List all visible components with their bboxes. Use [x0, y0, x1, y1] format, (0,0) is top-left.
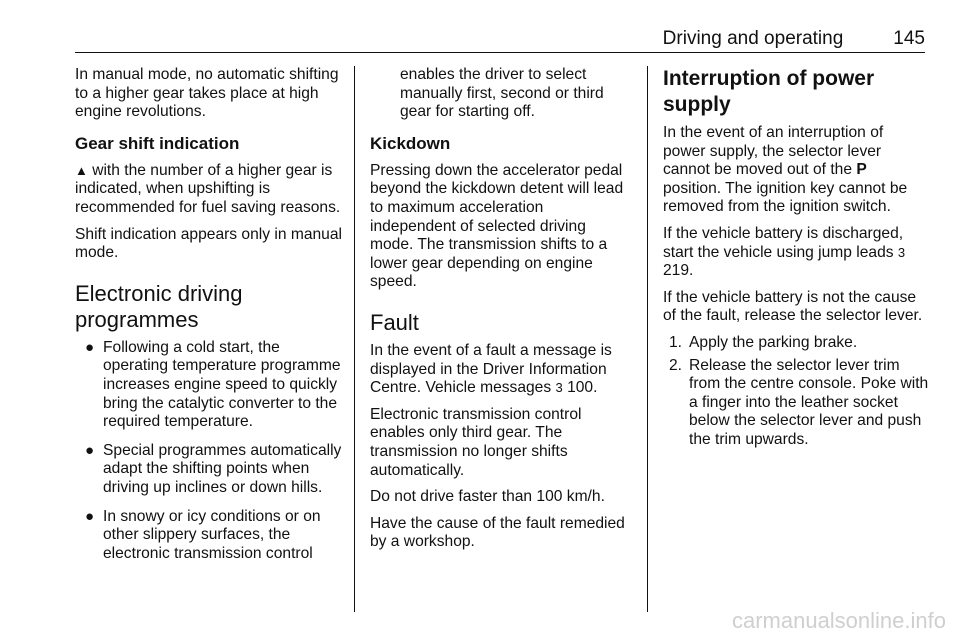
- edp-heading: Electronic driving programmes: [75, 280, 243, 332]
- column-2: [370, 66, 632, 560]
- fault-paragraph-2: Electronic transmission control enables only third gear. The transmission no longer shifts automatically.: [370, 405, 582, 479]
- column-1: [75, 66, 345, 573]
- fault-text: In the event of a fault a message is displayed in the Driver Information Centre. Vehicle messages: [370, 341, 612, 397]
- fault-paragraph-4: Have the cause of the fault remedied by a workshop.: [370, 514, 625, 551]
- power-paragraph-1: [663, 124, 929, 217]
- list-item: [75, 339, 345, 432]
- page-number: 145: [893, 28, 925, 49]
- step-number: 1.: [669, 333, 683, 351]
- page-reference-link[interactable]: 100.: [567, 379, 598, 397]
- intro-paragraph: In manual mode, no automatic shifting to a higher gear takes place at high engine revolutions.: [75, 66, 339, 121]
- kickdown-paragraph: Pressing down the accelerator pedal beyond the kickdown detent will lead to maximum acceleration independent of selected driving mode. The transmission shifts to a lower gear depending on engine speed.: [370, 161, 624, 291]
- gear-shift-heading: Gear shift indication: [75, 133, 240, 153]
- watermark: carmanualsonline.info: [731, 608, 946, 633]
- step-text: Apply the parking brake.: [689, 333, 858, 351]
- list-item: [663, 334, 929, 353]
- gear-shift-paragraph-2: Shift indication appears only in manual mode.: [75, 225, 342, 262]
- bullet-text: In snowy or icy conditions or on other slippery surfaces, the electronic transmission control: [103, 507, 321, 562]
- list-item: [75, 442, 345, 498]
- gear-shift-text: with the number of a higher gear is indicated, when upshifting is recommended for fuel saving reasons.: [75, 161, 341, 216]
- gear-shift-paragraph-1: [75, 162, 345, 218]
- list-item: [663, 357, 929, 450]
- upshift-arrow-icon: ▲: [75, 162, 88, 178]
- power-paragraph-2: [663, 225, 929, 281]
- bullet-text: Special programmes automatically adapt the shifting points when driving up inclines or down hills.: [103, 441, 342, 496]
- kickdown-heading: Kickdown: [370, 133, 451, 153]
- page-reference-icon: 3: [897, 244, 906, 260]
- continuation-paragraph: enables the driver to select manually first, second or third gear for starting off.: [400, 66, 604, 121]
- power-text-3: If the vehicle battery is discharged, start the vehicle using jump leads: [663, 224, 904, 261]
- bullet-icon: ●: [85, 441, 95, 459]
- bullet-icon: ●: [85, 338, 95, 356]
- fault-paragraph-3: Do not drive faster than 100 km/h.: [370, 488, 605, 506]
- power-paragraph-3: If the vehicle battery is not the cause of the fault, release the selector lever.: [663, 288, 923, 325]
- bullet-text: Following a cold start, the operating temperature programme increases engine speed to quickly bring the catalytic converter to the required temperature.: [103, 338, 341, 431]
- page-reference-icon: 3: [555, 380, 563, 396]
- column-divider-1: [354, 66, 355, 612]
- section-title: Driving and operating: [662, 28, 844, 49]
- column-divider-2: [647, 66, 648, 612]
- steps-list: [663, 334, 929, 450]
- fault-heading: Fault: [370, 309, 419, 335]
- step-number: 2.: [669, 356, 683, 374]
- fault-paragraph-1: [370, 342, 632, 398]
- power-text: In the event of an interruption of power supply, the selector lever cannot be moved out of the: [663, 124, 884, 179]
- page-header: [75, 26, 925, 53]
- power-text-2: position. The ignition key cannot be removed from the ignition switch.: [663, 179, 908, 216]
- power-interruption-heading: Interruption of power supply: [663, 67, 875, 116]
- list-item: [75, 508, 345, 564]
- bullet-icon: ●: [85, 507, 95, 525]
- park-position-letter: P: [856, 161, 867, 179]
- page-reference-link[interactable]: 219.: [663, 262, 694, 280]
- edp-bullet-list: [75, 339, 345, 564]
- column-3: [663, 66, 929, 454]
- step-text: Release the selector lever trim from the centre console. Poke with a finger into the leather socket below the selector lever and push the trim upwards.: [689, 356, 929, 448]
